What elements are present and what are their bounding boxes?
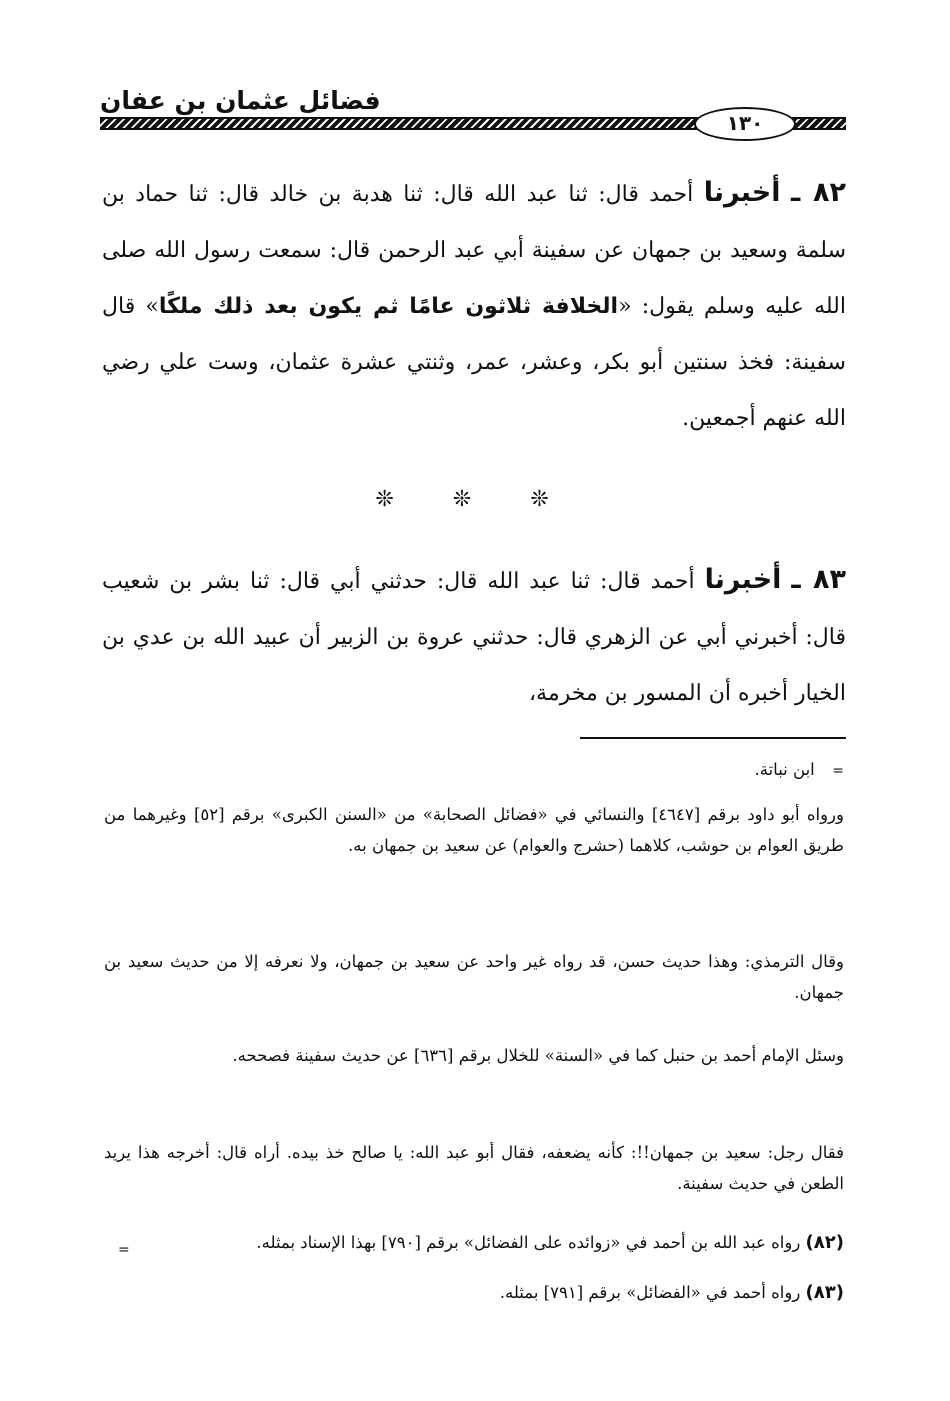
footnote-82-number: (٨٢)	[805, 1232, 844, 1253]
hadith-82-number: ٨٢ ـ	[790, 177, 846, 208]
hadith-82-ending: » قال سفينة: فخذ سنتين أبو بكر، وعشر، عمر، وثنتي عشرة عثمان، وست علي رضي الله عنهم أجمعين.	[102, 294, 846, 431]
footnote-83-number: (٨٣)	[805, 1282, 844, 1303]
header-ornament-rule-right	[792, 117, 846, 130]
footnote-continued-mark: =	[118, 1242, 130, 1258]
continuation-mark: =	[832, 763, 844, 779]
footnote-divider	[580, 737, 846, 739]
hadith-83-lead: أخبرنا	[704, 564, 782, 595]
footnote-paragraph: ورواه أبو داود برقم [٤٦٤٧] والنسائي في «فضائل الصحابة» من «السنن الكبرى» برقم [٥٢] وغيرهما من طريق العوام بن حوشب، كلاهما (حشرج والعوام) عن سعيد بن جمهان به.	[104, 805, 844, 855]
hadith-83-paragraph	[102, 552, 846, 722]
running-title: فضائل عثمان بن عفان	[100, 86, 381, 115]
footnote-paragraph: وقال الترمذي: وهذا حديث حسن، قد رواه غير واحد عن سعيد بن جمهان، ولا نعرفه إلا من حديث سعيد بن جمهان.	[104, 952, 845, 1002]
footnote-82	[104, 1227, 844, 1258]
footnote-continuation	[104, 754, 844, 787]
hadith-82-chain: أحمد قال: ثنا عبد الله قال: ثنا هدبة بن خالد قال: ثنا حماد بن سلمة وسعيد بن جمهان عن سفينة أبي عبد الرحمن قال: سمعت رسول الله صلى الله عليه وسلم يقول: «	[102, 182, 846, 319]
footnote-82-text: رواه عبد الله بن أحمد في «زوائده على الفضائل» برقم [٧٩٠] بهذا الإسناد بمثله.	[256, 1233, 801, 1252]
hadith-83-text: أحمد قال: ثنا عبد الله قال: حدثني أبي قال: ثنا بشر بن شعيب قال: أخبرني أبي عن الزهري قال: حدثني عروة بن الزبير أن عبيد الله بن عدي بن الخيار أخبره أن المسور بن مخرمة،	[102, 569, 846, 706]
section-separator: ❊ ❊ ❊	[375, 487, 575, 512]
hadith-82-lead: أخبرنا	[703, 177, 781, 208]
footnote-paragraph: وسئل الإمام أحمد بن حنبل كما في «السنة» للخلال برقم [٦٣٦] عن حديث سفينة فصححه.	[232, 1046, 844, 1065]
hadith-82-quote: الخلافة ثلاثون عامًا ثم يكون بعد ذلك ملكًا	[158, 294, 619, 319]
page-number: ١٣٠	[694, 107, 796, 141]
footnote-text: ابن نباتة.	[754, 760, 815, 779]
hadith-83-number: ٨٣ ـ	[791, 564, 846, 595]
header-ornament-rule	[100, 117, 698, 130]
hadith-82-paragraph	[102, 165, 846, 447]
footnote-paragraph: فقال رجل: سعيد بن جمهان!!: كأنه يضعفه، فقال أبو عبد الله: يا صالح خذ بيده. أراه قال: أخرجه هذا يريد الطعن في حديث سفينة.	[104, 1143, 844, 1193]
footnote-83-text: رواه أحمد في «الفضائل» برقم [٧٩١] بمثله.	[499, 1283, 801, 1302]
footnote-83	[104, 1277, 844, 1308]
